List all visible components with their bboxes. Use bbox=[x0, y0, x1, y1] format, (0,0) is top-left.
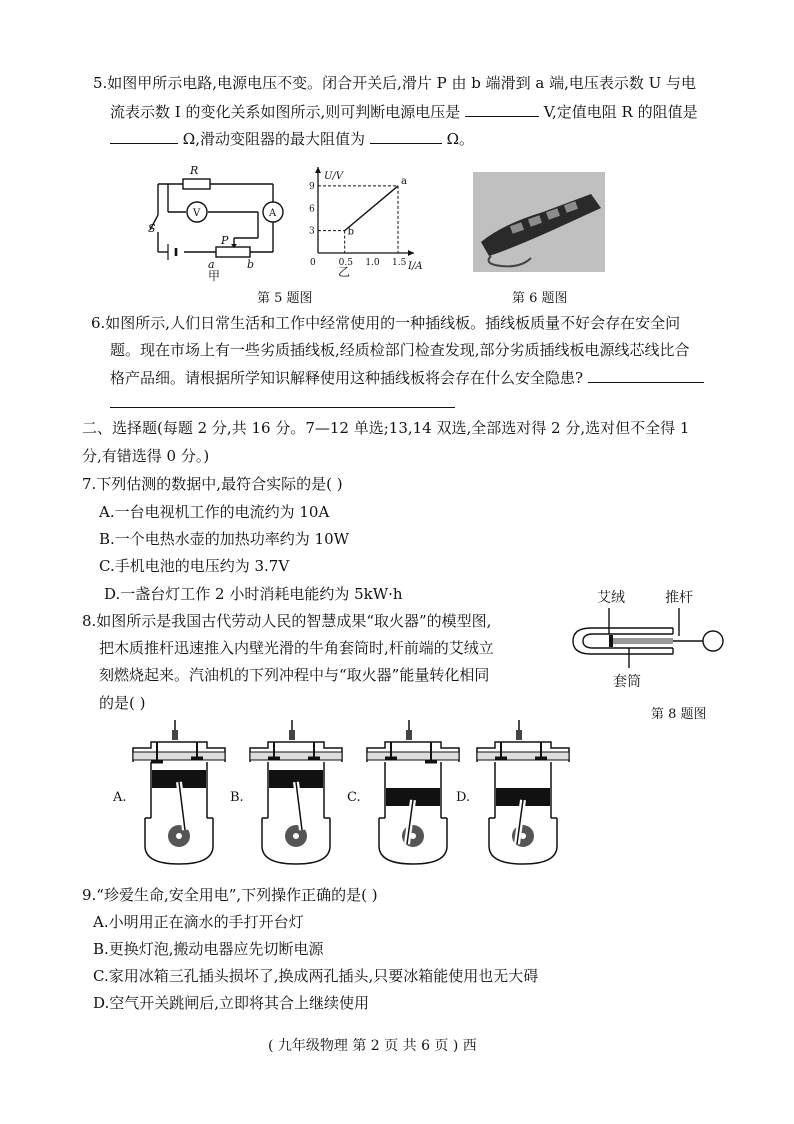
q6-line2: 题。现在市场上有一些劣质插线板,经质检部门检查发现,部分劣质插线板电源线芯线比合 bbox=[110, 341, 690, 359]
q7-option-c[interactable]: C.手机电池的电压约为 3.7V bbox=[99, 557, 290, 575]
q9-option-d[interactable]: D.空气开关跳闸后,立即将其合上继续使用 bbox=[93, 994, 370, 1012]
y-axis-label: U/V bbox=[324, 171, 344, 182]
page-footer: ( 九年级物理 第 2 页 共 6 页 ) 西 bbox=[268, 1038, 477, 1054]
circuit-label-V: V bbox=[193, 208, 201, 219]
section2-header-line1: 二、选择题(每题 2 分,共 16 分。7—12 单选;13,14 双选,全部选对得 2 分,选对但不全得 1 bbox=[82, 419, 690, 437]
q6-answer-blank-1[interactable] bbox=[588, 367, 704, 383]
q5-blank-voltage[interactable] bbox=[465, 101, 539, 117]
section2-header-line2: 分,有错选得 0 分。) bbox=[82, 447, 210, 465]
circuit-label-b: b bbox=[247, 258, 255, 271]
q5-line2b: V,定值电阻 R 的阻值是 bbox=[543, 103, 698, 121]
q9-option-c[interactable]: C.家用冰箱三孔插头损坏了,换成两孔插头,只要冰箱能使用也无大碍 bbox=[93, 967, 539, 985]
q7-option-a[interactable]: A.一台电视机工作的电流约为 10A bbox=[99, 503, 330, 521]
y-tick-label: 3 bbox=[309, 226, 315, 237]
x-axis-label: I/A bbox=[408, 261, 423, 272]
q6-power-strip-image bbox=[473, 172, 605, 272]
q8-figure-caption: 第 8 题图 bbox=[651, 707, 707, 722]
q5-circuit-diagram bbox=[148, 160, 298, 282]
x-tick-label: 1.0 bbox=[365, 258, 380, 268]
q5-line2a: 流表示数 I 的变化关系如图所示,则可判断电源电压是 bbox=[110, 103, 461, 121]
circuit-label-S: S bbox=[148, 222, 156, 235]
label-taotong: 套筒 bbox=[613, 674, 641, 690]
data-series-line bbox=[345, 186, 398, 231]
q5-line3b: Ω。 bbox=[446, 130, 474, 148]
label-airong: 艾绒 bbox=[597, 590, 625, 606]
q6-figure-caption: 第 6 题图 bbox=[512, 291, 568, 306]
q6-line3-text: 格产品细。请根据所学知识解释使用这种插线板将会存在什么安全隐患? bbox=[110, 369, 584, 387]
q5-line3 bbox=[110, 128, 474, 149]
q6-line3 bbox=[110, 367, 704, 388]
q9-option-b[interactable]: B.更换灯泡,搬动电器应先切断电源 bbox=[93, 940, 324, 958]
point-label-a: a bbox=[401, 175, 407, 187]
engine-b-label[interactable]: B. bbox=[230, 790, 244, 805]
q9-option-a[interactable]: A.小明用正在滴水的手打开台灯 bbox=[93, 913, 304, 931]
q7-option-b[interactable]: B.一个电热水壶的加热功率约为 10W bbox=[99, 530, 350, 548]
q5-blank-resistance[interactable] bbox=[110, 128, 178, 144]
q5-blank-max-resistance[interactable] bbox=[370, 128, 442, 144]
q8-line1: 8.如图所示是我国古代劳动人民的智慧成果“取火器”的模型图, bbox=[82, 612, 492, 630]
x-tick-label: 1.5 bbox=[392, 258, 407, 268]
q5-line1: 5.如图甲所示电路,电源电压不变。闭合开关后,滑片 P 由 b 端滑到 a 端,电压表示数 U 与电 bbox=[93, 74, 697, 92]
engine-b-diagram[interactable] bbox=[244, 718, 349, 868]
q5-line2 bbox=[110, 101, 698, 122]
circuit-label-R: R bbox=[190, 164, 199, 177]
q5-figure-caption: 第 5 题图 bbox=[257, 291, 313, 306]
q9-stem: 9.“珍爱生命,安全用电”,下列操作正确的是( ) bbox=[82, 886, 378, 904]
engine-c-label[interactable]: C. bbox=[347, 790, 361, 805]
circuit-label-A: A bbox=[269, 208, 277, 219]
q5-ui-graph bbox=[300, 163, 425, 283]
circuit-label-a: a bbox=[208, 258, 215, 271]
label-tuigan: 推杆 bbox=[665, 590, 693, 606]
q8-line2: 把木质推杆迅速推入内壁光滑的牛角套筒时,杆前端的艾绒立 bbox=[99, 639, 494, 657]
y-tick-label: 9 bbox=[309, 181, 315, 192]
engine-c-diagram[interactable] bbox=[361, 718, 466, 868]
q8-fire-piston-diagram bbox=[563, 586, 733, 696]
q8-line4: 的是( ) bbox=[99, 694, 146, 712]
graph-label-yi: 乙 bbox=[338, 265, 351, 279]
q6-line1: 6.如图所示,人们日常生活和工作中经常使用的一种插线板。插线板质量不好会存在安全问 bbox=[91, 314, 681, 332]
x-tick-label: 0.5 bbox=[338, 258, 353, 268]
y-tick-label: 6 bbox=[309, 204, 315, 215]
point-label-b: b bbox=[347, 226, 355, 238]
q8-line3: 刻燃烧起来。汽油机的下列冲程中与“取火器”能量转化相同 bbox=[99, 666, 490, 684]
engine-d-diagram[interactable] bbox=[471, 718, 576, 868]
q6-answer-blank-2[interactable] bbox=[110, 407, 455, 408]
engine-a-diagram[interactable] bbox=[127, 718, 232, 868]
y-axis-arrow-icon bbox=[315, 167, 321, 173]
q7-stem: 7.下列估测的数据中,最符合实际的是( ) bbox=[82, 475, 343, 493]
engine-d-label[interactable]: D. bbox=[456, 790, 471, 805]
engine-a-label[interactable]: A. bbox=[113, 790, 127, 805]
circuit-label-P: P bbox=[221, 234, 229, 247]
x-axis-arrow-icon bbox=[408, 250, 414, 256]
q5-line3a: Ω,滑动变阻器的最大阻值为 bbox=[182, 130, 365, 148]
q7-option-d[interactable]: D.一盏台灯工作 2 小时消耗电能约为 5kW·h bbox=[104, 585, 403, 603]
circuit-label-jia: 甲 bbox=[208, 269, 221, 282]
x-tick-label: 0 bbox=[310, 258, 316, 268]
